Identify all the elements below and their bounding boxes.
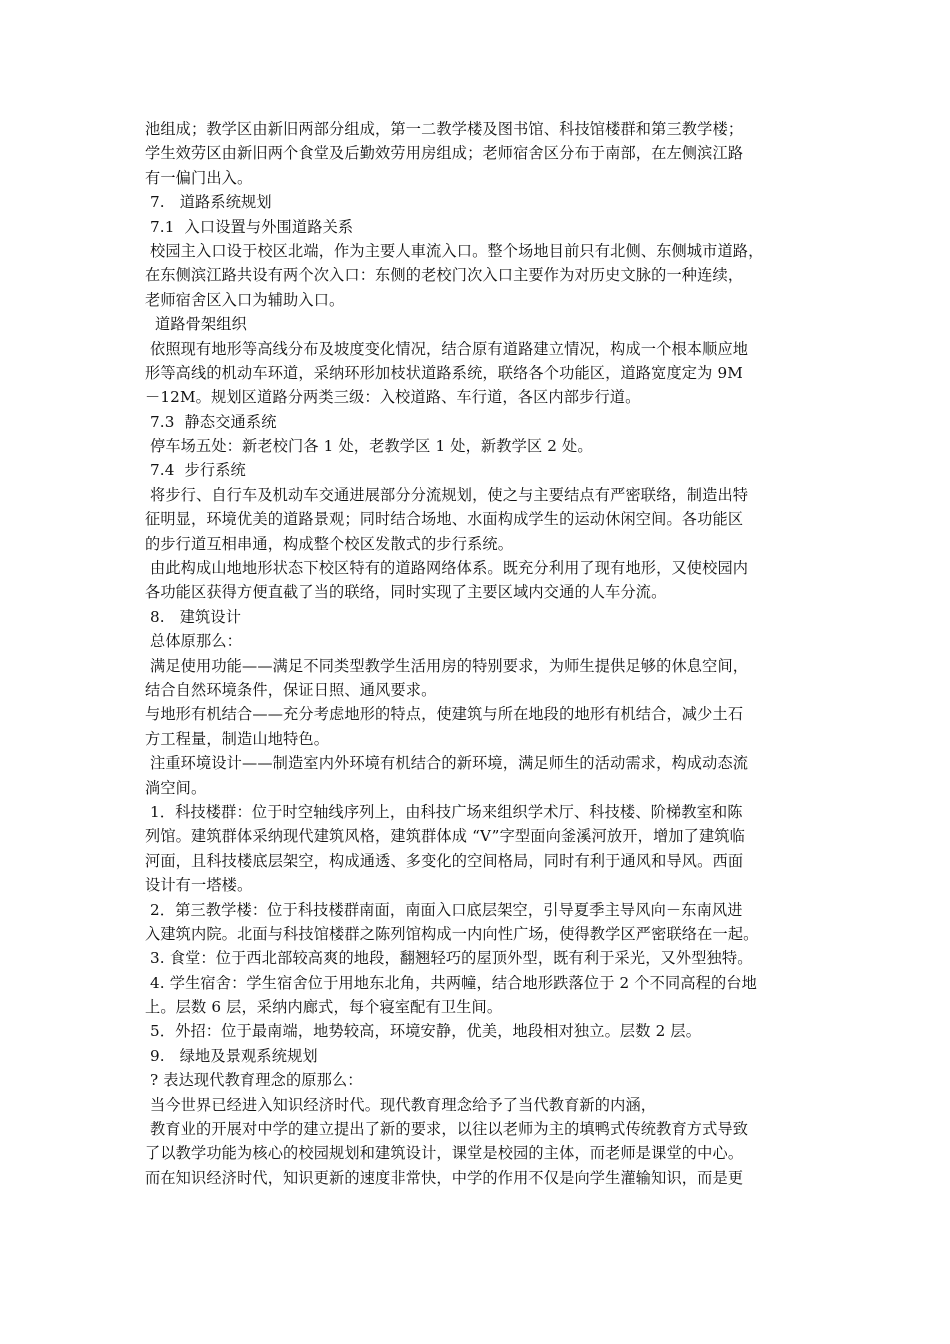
text-line: 2．第三教学楼：位于科技楼群南面，南面入口底层架空，引导夏季主导风向－东南风进 (145, 900, 743, 919)
text-line: 形等高线的机动车环道，采纳环形加枝状道路系统，联络各个功能区，道路宽度定为 9M (145, 363, 743, 382)
text-line: 征明显，环境优美的道路景观；同时结合场地、水面构成学生的运动休闲空间。各功能区 (145, 510, 744, 529)
text-line: 校园主入口设于校区北端，作为主要人車流入口。整个场地目前只有北侧、东侧城市道路， (145, 241, 764, 260)
text-line: 将步行、自行车及机动车交通进展部分分流规划，使之与主要结点有严密联络，制造出特 (145, 485, 749, 504)
text-line: 列馆。建筑群体采纳现代建筑风格，建筑群体成 “V”字型面向釜溪河放开，增加了建筑临 (145, 827, 745, 846)
text-line: 1．科技楼群：位于时空轴线序列上，由科技广场来组织学术厅、科技楼、阶梯教室和陈 (145, 802, 743, 821)
section-heading: 8. 建筑设计 (145, 607, 242, 626)
text-line: 5．外招：位于最南端，地势较高，环境安静，优美，地段相对独立。层数 2 层。 (145, 1022, 702, 1041)
text-line: 教育业的开展对中学的建立提出了新的要求，以往以老师为主的填鸭式传统教育方式导致 (145, 1120, 749, 1139)
text-line: 河面，且科技楼底层架空，构成通透、多变化的空间格局，同时有利于通风和导风。西面 (145, 851, 744, 870)
text-line: 与地形有机结合——充分考虑地形的特点，使建筑与所在地段的地形有机结合，减少土石 (145, 705, 744, 724)
text-line: 总体原那么： (145, 632, 243, 651)
text-line: ? 表达现代教育理念的原那么： (145, 1071, 363, 1090)
section-heading: 7. 道路系统规划 (145, 193, 272, 212)
text-line: 的步行道互相串通，构成整个校区发散式的步行系统。 (145, 534, 514, 553)
text-line: 方工程量，制造山地特色。 (145, 729, 330, 748)
text-line: 4. 学生宿舍：学生宿舍位于用地东北角，共两幢，结合地形跌落位于 2 个不同高程的台地 (145, 973, 758, 992)
text-line: 而在知识经济时代，知识更新的速度非常快，中学的作用不仅是向学生灌输知识，而是更 (145, 1168, 744, 1187)
text-line: 3. 食堂：位于西北部较高爽的地段，翻翘轻巧的屋顶外型，既有利于采光，又外型独特。 (145, 949, 753, 968)
text-line: 入建筑内院。北面与科技馆楼群之陈列馆构成一内向性广场，使得教学区严密联络在一起。 (145, 924, 759, 943)
text-line: 当今世界已经进入知识经济时代。现代教育理念给予了当代教育新的内涵， (145, 1095, 657, 1114)
subsection-heading: 7.3 静态交通系统 (145, 412, 277, 431)
text-line: 停车场五处：新老校门各 1 处，老教学区 1 处，新教学区 2 处。 (145, 437, 593, 456)
text-line: 在东侧滨江路共设有两个次入口：东侧的老校门次入口主要作为对历史文脉的一种连续， (145, 266, 744, 285)
text-line: 上。层数 6 层，采纳内廊式，每个寝室配有卫生间。 (145, 998, 503, 1017)
text-line: 淌空间。 (145, 778, 207, 797)
text-line: 各功能区获得方便直截了当的联络，同时实现了主要区域内交通的人车分流。 (145, 583, 667, 602)
text-line: 了以教学功能为核心的校园规划和建筑设计，课堂是校园的主体，而老师是课堂的中心。 (145, 1144, 744, 1163)
text-line: 结合自然环境条件，保证日照、通风要求。 (145, 680, 437, 699)
text-line: 学生效劳区由新旧两个食堂及后勤效劳用房组成；老师宿舍区分布于南部，在左侧滨江路 (145, 144, 744, 163)
section-heading: 9. 绿地及景观系统规划 (145, 1046, 318, 1065)
document-body (145, 117, 815, 1190)
text-line: 满足使用功能——满足不同类型教学生活用房的特别要求，为师生提供足够的休息空间， (145, 656, 749, 675)
text-line: 老师宿舍区入口为辅助入口。 (145, 290, 345, 309)
subsection-heading: 7.1 入口设置与外围道路关系 (145, 217, 354, 236)
text-line: －12M。规划区道路分两类三级：入校道路、车行道，各区内部步行道。 (145, 388, 641, 407)
text-line: 由此构成山地地形状态下校区特有的道路网络体系。既充分利用了现有地形，又使校园内 (145, 559, 749, 578)
subsection-heading: 7.4 步行系统 (145, 461, 246, 480)
text-line: 注重环境设计——制造室内外环境有机结合的新环境，满足师生的活动需求，构成动态流 (145, 754, 749, 773)
text-line: 设计有一塔楼。 (145, 876, 253, 895)
text-line: 有一偏门出入。 (145, 168, 253, 187)
subsection-heading: 道路骨架组织 (145, 315, 247, 334)
text-line: 依照现有地形等高线分布及坡度变化情况，结合原有道路建立情况，构成一个根本顺应地 (145, 339, 749, 358)
text-line: 池组成；教学区由新旧两部分组成，第一二教学楼及图书馆、科技馆楼群和第三教学楼； (145, 120, 744, 138)
